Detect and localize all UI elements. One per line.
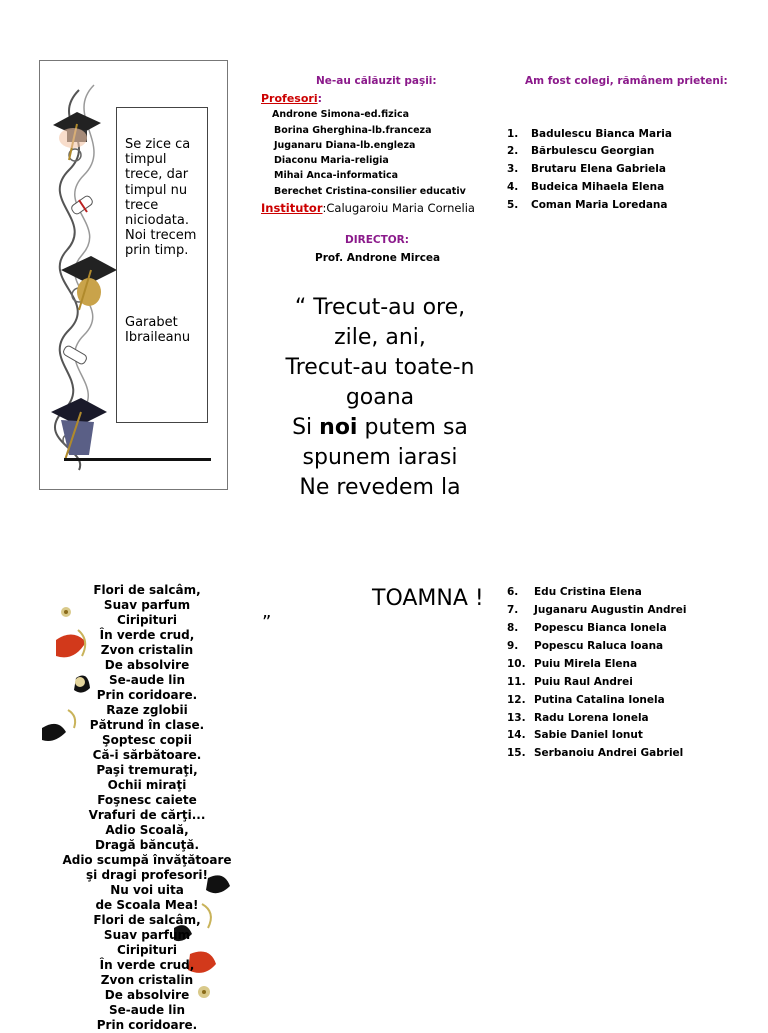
teacher-item: Diaconu Maria-religia [274,155,389,166]
poem-line: Suav parfum [103,928,191,942]
big-quote [262,293,498,503]
colleague-item [507,712,649,724]
colleague-item [507,729,643,741]
poem-line: Zvon cristalin [100,643,194,657]
colleague-name: Putina Catalina Ionela [534,694,665,706]
poem-line: Foşnesc caiete [97,793,197,807]
colleague-number: 7. [507,604,519,616]
poem-line: Se-aude lin [108,673,186,687]
poem-line: Şoptesc copii [102,733,192,747]
director-name: Prof. Androne Mircea [315,252,441,264]
poem-line: Ochii miraţi [107,778,187,792]
poem-line: Adio Scoală, [105,823,189,837]
poem-line: Prin coridoare. [96,688,198,702]
card-quote: Se zice ca timpul trece, dar timpul nu trece niciodata. Noi trecem prin timp. [125,137,197,259]
colleague-name: Radu Lorena Ionela [534,712,649,724]
colleague-item [507,694,665,706]
card-divider [64,458,211,461]
graduation-cap-icon [61,256,117,310]
colleague-name: Puiu Mirela Elena [534,658,638,670]
poem-line: Raze zglobii [106,703,188,717]
institutor-name: :Calugaroiu Maria Cornelia [322,201,475,215]
poem-line: Suav parfum [103,598,191,612]
colleague-number: 3. [507,163,519,175]
colleague-item [507,604,686,616]
poem-line: Vrafuri de cărţi... [88,808,206,822]
colleague-number: 1. [507,128,519,140]
colleague-name: Edu Cristina Elena [534,586,642,598]
colleague-number: 5. [507,199,519,211]
quote-line: Trecut-au toate-n [285,355,475,380]
colleague-item [507,676,633,688]
colleague-number: 15. [507,747,526,759]
diploma-icon [70,195,94,216]
quote-line: zile, ani, [334,325,426,350]
colleague-number: 9. [507,640,519,652]
director-label: DIRECTOR: [345,234,409,246]
graduation-cap-icon [51,398,107,460]
colleague-item [507,145,654,157]
poem-line: Ciripituri [117,943,177,957]
colleague-item [507,181,664,193]
colleague-number: 2. [507,145,519,157]
poem-line: de Scoala Mea! [95,898,199,912]
teacher-item: Androne Simona-ed.fizica [272,109,410,120]
colleague-item [507,747,683,759]
teacher-item: Borina Gherghina-lb.franceza [274,125,432,136]
quote-line: goana [345,385,415,410]
colleague-name: Juganaru Augustin Andrei [534,604,687,616]
poem-line: În verde crud, [99,628,195,642]
institutor-line: Institutor:Calugaroiu Maria Cornelia [261,201,475,215]
colleague-name: Coman Maria Loredana [531,199,668,211]
poem-line: Se-aude lin [108,1003,186,1017]
colleague-number: 10. [507,658,526,670]
profesori-label: Profesori: [261,92,322,105]
teacher-item: Mihai Anca-informatica [274,170,399,181]
colleague-name: Bărbulescu Georgian [531,145,655,157]
teachers-heading: Ne-au călăuzit paşii: [316,75,437,87]
colleague-item [507,640,663,652]
colleague-name: Brutaru Elena Gabriela [531,163,666,175]
quote-line: spunem iarasi [302,445,458,470]
poem-line: Prin coridoare. [96,1018,198,1032]
colleague-number: 6. [507,586,519,598]
colleagues-heading: Am fost colegi, rămânem prieteni: [525,75,728,87]
colleague-name: Serbanoiu Andrei Gabriel [534,747,684,759]
teacher-item: Berechet Cristina-consilier educativ [274,186,466,197]
colleague-name: Popescu Bianca Ionela [534,622,667,634]
poem-line: În verde crud, [99,958,195,972]
poem-line: Zvon cristalin [100,973,194,987]
toamna-text: TOAMNA ! [372,586,484,611]
poem-line: Că-i sărbătoare. [92,748,202,762]
colleague-name: Popescu Raluca Ioana [534,640,664,652]
colleague-number: 11. [507,676,526,688]
colleague-number: 12. [507,694,526,706]
colleague-number: 13. [507,712,526,724]
colleague-name: Badulescu Bianca Maria [531,128,672,140]
colleague-number: 14. [507,729,526,741]
poem-line: şi dragi profesori! [86,868,208,882]
colleague-item [507,128,672,140]
poem [55,583,239,1033]
poem-line: Flori de salcâm, [93,583,201,597]
poem-line: Flori de salcâm, [93,913,201,927]
colleague-name: Puiu Raul Andrei [534,676,633,688]
poem-line: Adio scumpă învăţătoare [62,853,232,867]
quote-line: Si noi putem sa [292,415,468,440]
quote-line: Ne revedem la [299,475,461,500]
poem-line: Nu voi uita [110,883,184,897]
poem-line: Paşi tremuraţi, [96,763,198,777]
poem-line: Dragă băncuţă. [94,838,200,852]
colleague-name: Budeica Mihaela Elena [531,181,665,193]
colleague-name: Sabie Daniel Ionut [534,729,643,741]
quote-line: “ Trecut-au ore, [294,295,466,320]
colleague-item [507,163,666,175]
card-author: Garabet Ibraileanu [125,315,191,345]
poem-line: De absolvire [104,988,190,1002]
colleague-item [507,658,637,670]
poem-line: Ciripituri [117,613,177,627]
colleague-item [507,199,668,211]
poem-line: De absolvire [104,658,190,672]
colleague-number: 8. [507,622,519,634]
closing-quote-mark: ” [262,612,272,633]
teacher-item: Juganaru Diana-lb.engleza [274,140,416,151]
colleague-number: 4. [507,181,519,193]
colleague-item [507,586,642,598]
poem-line: Pătrund în clase. [89,718,205,732]
colleague-item [507,622,667,634]
